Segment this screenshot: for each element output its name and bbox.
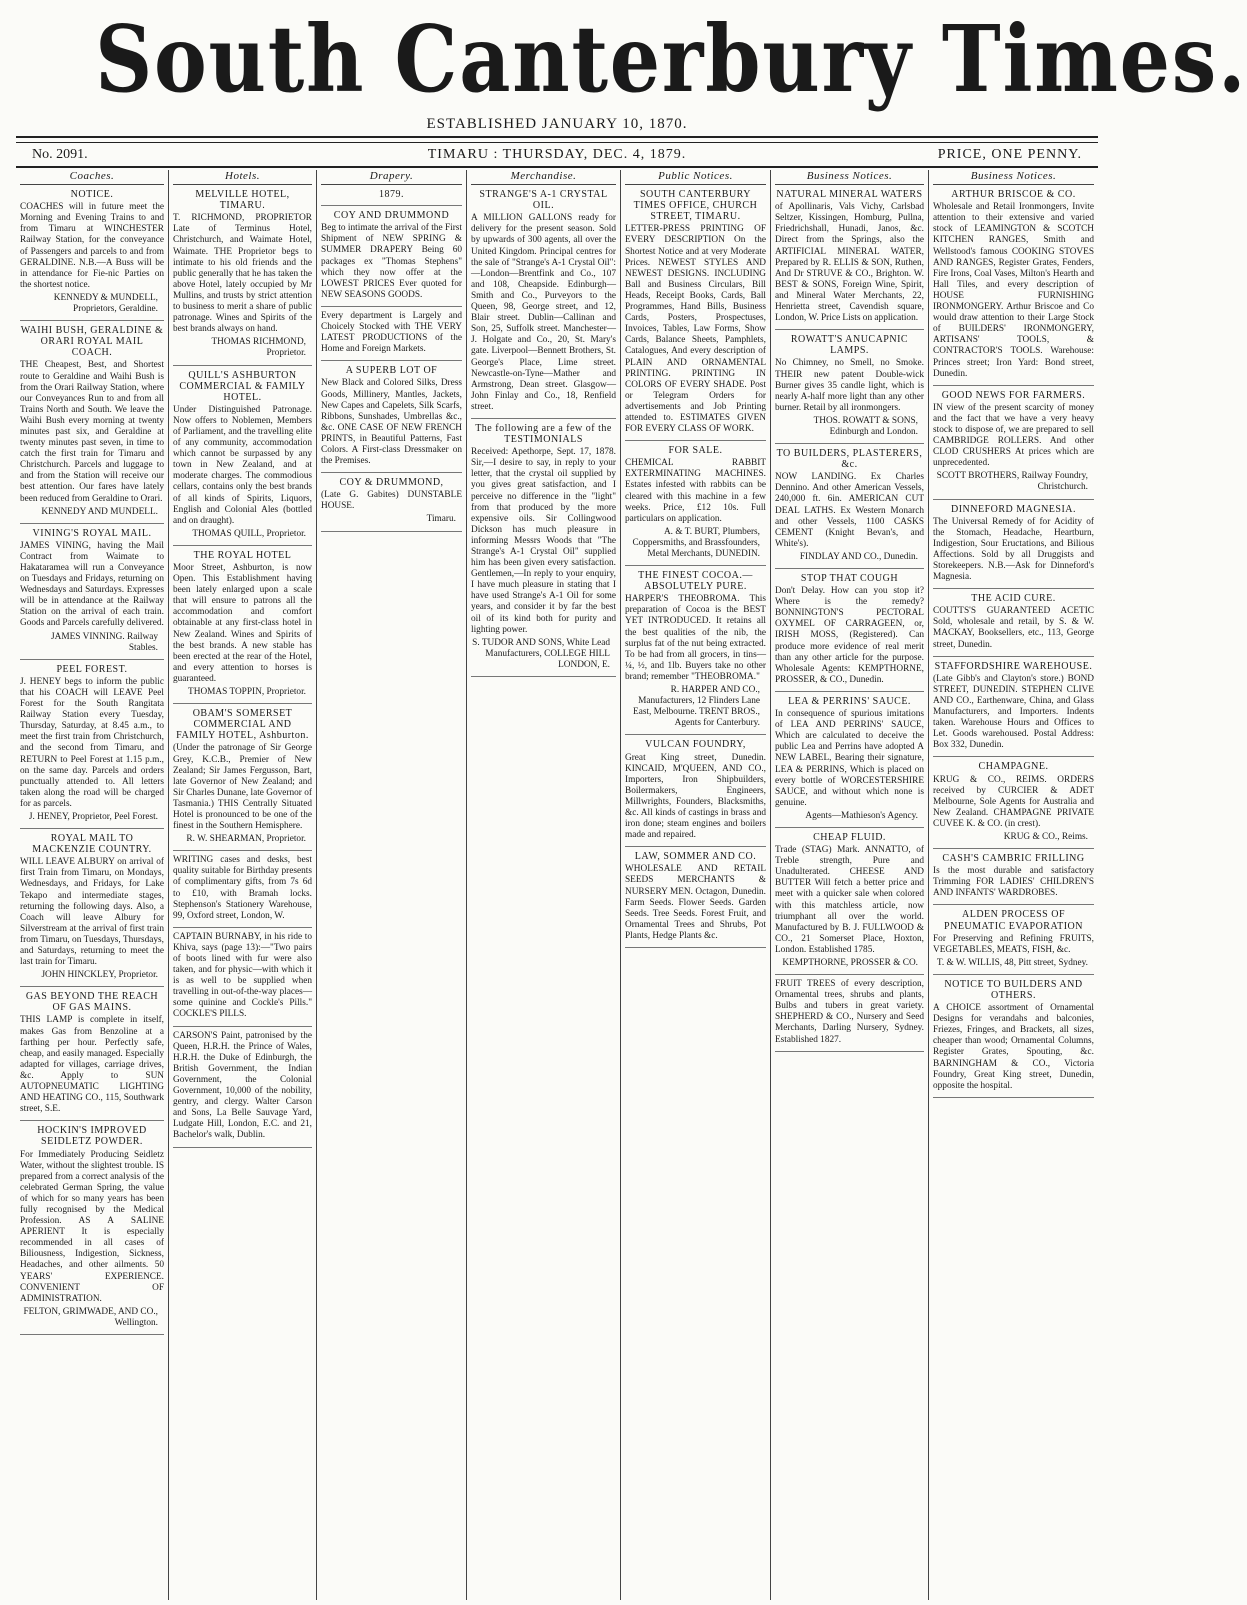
ad-signature: J. HENEY, Proprietor, Peel Forest. <box>28 811 158 822</box>
ad-body: Beg to intimate the arrival of the First Shipment of NEW SPRING & SUMMER DRAPERY Being 60 packages ex "Thomas Stephens" which they now offer at the LOWEST PRICES Ever quoted for NEW SEASONS GOODS. <box>321 223 462 300</box>
ad-signature: S. TUDOR AND SONS, White Lead Manufacturers, COLLEGE HILL LONDON, E. <box>472 637 610 670</box>
ad-heading: CHAMPAGNE. <box>978 761 1049 773</box>
ad-body: NOW LANDING. Ex Charles Dennino. And other American Vessels, 240,000 ft. 6in. AMERICAN CUT DEAL LATHS. Ex Western Monarch and other Vessels, 1100 CASKS CEMENT (Knight Bevan's, and White's). <box>775 472 924 549</box>
ad-signature: JOHN HINCKLEY, Proprietor. <box>41 970 158 981</box>
ad-body: Every department is Largely and Choicely Stocked with THE VERY LATEST PRODUCTIONS of the Home and Foreign Markets. <box>321 310 462 355</box>
advertisement <box>775 189 924 330</box>
ad-body: WRITING cases and desks, best quality suitable for Birthday presents of complimentary gifts, from 7s 6d to £10, with Bramah locks. Stephenson's Stationery Warehouse, 99, Oxford street, London, W. <box>173 855 312 921</box>
ad-signature: KENNEDY & MUNDELL, Proprietors, Geraldine. <box>53 292 158 315</box>
issue-info-bar <box>22 144 1092 164</box>
ad-heading: 1879. <box>379 189 404 201</box>
ad-body: Wholesale and Retail Ironmongers, Invite attention to their extensive and varied stock of LEAMINGTON & SCOTCH KITCHEN RANGES, Smith and Wellstood's famous COOKING STOVES AND RANGES, Register Grates, Fenders, Fire Irons, Coal Vases, Milton's Hearth and Hall Tiles, and every description of HOUSE FURNISHING IRONMONGERY. Arthur Briscoe and Co would draw attention to their Large Stock of BUILDERS' IRONMONGERY, ARTISANS' TOOLS, & CONTRACTOR'S TOOLS. Warehouse: Princes street; Iron Yard: Bond street, Dunedin. <box>933 202 1094 379</box>
column-2 <box>168 170 316 1600</box>
ad-heading: THE ACID CURE. <box>971 593 1056 605</box>
advertisement <box>321 477 462 531</box>
advertisement <box>775 832 924 975</box>
ad-signature: FINDLAY AND CO., Dunedin. <box>799 551 918 562</box>
ad-body: COACHES will in future meet the Morning and Evening Trains to and from Timaru at WINCHESTER Railway Station, for the conveyance of Passengers and parcels to and from GERALDINE. N.B.—A Buss will be in attendance for Fie-nic Parties on the shortest notice. <box>20 202 164 290</box>
ad-heading: LAW, SOMMER AND CO. <box>634 851 757 863</box>
ad-body: HARPER'S THEOBROMA. This preparation of Cocoa is the BEST YET INTRODUCED. It retains all the best qualities of the nib, the surplus fat of the nut being extracted. To be had from all grocers, in tins—¼, ½, and 1lb. Buyers take no other brand; remember "THEOBROMA." <box>625 594 766 682</box>
ad-body: (Late Gibb's and Clayton's store.) BOND STREET, DUNEDIN. STEPHEN CLIVE AND CO., Earthenware, China, and Glass Manufacturers, and Importers. Indents taken. Warehouse Hours and Offices to Let. Goods warehoused. Postal Address: Box 332, Dunedin. <box>933 673 1094 751</box>
ad-signature: Timaru. <box>426 514 456 525</box>
ad-body: Under Distinguished Patronage. Now offers to Noblemen, Members of Parliament, and the travelling elite of any community, accommodation which cannot be surpassed by any town in New Zealand, and at moderate charges. The commodious cellars, contains only the best brands of all kinds of Spirits, Liquors, English and Colonial Ales (bottled and on draught). <box>173 404 312 526</box>
ad-heading: A SUPERB LOT OF <box>345 365 438 377</box>
ad-heading: STAFFORDSHIRE WAREHOUSE. <box>934 660 1093 672</box>
ad-heading: ARTHUR BRISCOE & CO. <box>951 189 1076 201</box>
ad-body: New Black and Colored Silks, Dress Goods, Millinery, Mantles, Jackets, New Capes and Capelets, Silk Scarfs, Ribbons, Sunshades, Umbrellas &c., &c. ONE CASE OF NEW FRENCH PRINTS, in Beautiful Patterns, Fast Colors. A First-class Dressmaker on the Premises. <box>321 378 462 467</box>
advertisement <box>775 573 924 692</box>
advertisement <box>20 189 164 321</box>
ad-heading: CHEAP FLUID. <box>813 831 886 843</box>
ad-heading: OBAM'S SOMERSET COMMERCIAL AND FAMILY HOTEL, Ashburton. <box>176 708 309 742</box>
ad-heading: WAIHI BUSH, GERALDINE & ORARI ROYAL MAIL COACH. <box>20 325 164 359</box>
ad-heading: STRANGE'S A-1 CRYSTAL OIL. <box>479 189 608 212</box>
ad-heading: ROWATT'S ANUCAPNIC LAMPS. <box>790 334 909 357</box>
ad-signature: Agents—Mathieson's Agency. <box>805 810 918 821</box>
ad-body: CAPTAIN BURNABY, in his ride to Khiva, says (page 13):—"Two pairs of boots lined with fur were also taken, and for physic—with which it is as well to be supplied when travelling in out-of-the-way places—some quinine and Cockle's Pills." COCKLE'S PILLS. <box>173 931 312 1020</box>
column-3 <box>316 170 466 1600</box>
advertisement <box>20 664 164 829</box>
advertisement <box>321 189 462 206</box>
ad-body: Great King street, Dunedin. KINCAID, M'QUEEN, AND CO., Importers, Iron Shipbuilders, Boilermakers, Engineers, Millwrights, Founders, Blacksmiths, &c. All kinds of castings in brass and iron done; steam engines and boilers made and repaired. <box>625 752 766 841</box>
ad-heading: CASH'S CAMBRIC FRILLING <box>942 853 1085 865</box>
advertisement <box>173 189 312 365</box>
column-6 <box>770 170 928 1600</box>
ad-signature: THOMAS TOPPIN, Proprietor. <box>188 687 306 698</box>
ad-body: JAMES VINING, having the Mail Contract from Waimate to Hakataramea will run a Conveyance on Tuesdays and Fridays, returning on Wednesdays and Saturdays. Expresses will be in attendance at the Railway Station on the arrival of each train. Goods and Parcels carefully delivered. <box>20 540 164 629</box>
column-7 <box>928 170 1098 1600</box>
column-heading: Public Notices. <box>625 170 766 185</box>
ad-heading: ALDEN PROCESS OF PNEUMATIC EVAPORATION <box>944 909 1083 932</box>
advertisement <box>933 189 1094 386</box>
ad-heading: MELVILLE HOTEL, TIMARU. <box>195 189 290 212</box>
advertisement <box>933 390 1094 500</box>
advertisement <box>933 909 1094 974</box>
issue-price: PRICE, ONE PENNY. <box>937 147 1082 162</box>
ad-signature: KRUG & CO., Reims. <box>1003 831 1088 842</box>
ad-heading: HOCKIN'S IMPROVED SEIDLETZ POWDER. <box>37 1125 147 1148</box>
advertisement <box>173 550 312 704</box>
issue-date: TIMARU : THURSDAY, DEC. 4, 1879. <box>427 147 687 162</box>
ad-heading: SOUTH CANTERBURY TIMES OFFICE, CHURCH STREET, TIMARU. <box>633 189 758 223</box>
ad-body: IN view of the present scarcity of money and the fact that we have a very heavy stock to dispose of, we are prepared to sell CAMBRIDGE ROLLERS. And other CLOD CRUSHERS At prices which are unprecedented. <box>933 402 1094 469</box>
ad-heading: FOR SALE. <box>668 445 723 457</box>
ad-body: In consequence of spurious imitations of LEA AND PERRINS' SAUCE, Which are calculated to deceive the public Lea and Perrins have adopted A NEW LABEL, Bearing their signature, LEA & PERRINS, Which is placed on every bottle of WORCESTERSHIRE SAUCE, and without which none is genuine. <box>775 709 924 808</box>
issue-number: No. 2091. <box>32 147 88 162</box>
advertisement <box>321 210 462 307</box>
ad-signature: JAMES VINNING. Railway Stables. <box>51 631 158 653</box>
advertisement <box>933 761 1094 849</box>
established-line: ESTABLISHED JANUARY 10, 1870. <box>426 116 688 132</box>
ad-heading: ROYAL MAIL TO MACKENZIE COUNTRY. <box>32 833 152 856</box>
ad-signature: THOMAS RICHMOND, Proprietor. <box>211 337 306 359</box>
advertisement <box>173 708 312 851</box>
column-heading: Hotels. <box>173 170 312 185</box>
ad-heading: The following are a few of the TESTIMONIALS <box>475 422 612 446</box>
ad-heading: QUILL'S ASHBURTON COMMERCIAL & FAMILY HOTEL. <box>179 369 306 403</box>
ad-heading: DINNEFORD MAGNESIA. <box>950 503 1077 515</box>
ad-signature: THOS. ROWATT & SONS, Edinburgh and London. <box>813 415 918 437</box>
advertisement <box>625 570 766 735</box>
ad-signature: T. & W. WILLIS, 48, Pitt street, Sydney. <box>936 957 1088 968</box>
ad-body: The Universal Remedy of for Acidity of the Stomach, Headache, Heartburn, Indigestion, Sour Eructations, and Bilious Affections. Sold by all Druggists and Storekeepers. N.B.—Ask for Dinneford's Magnesia. <box>933 516 1094 583</box>
column-1 <box>16 170 168 1600</box>
advertisement <box>321 365 462 473</box>
ad-body: LETTER-PRESS PRINTING OF EVERY DESCRIPTION On the Shortest Notice and at very Moderate Prices. NEWEST STYLES AND NEWEST DESIGNS. INCLUDING Ball and Business Circulars, Bill Heads, Receipt Books, Cards, Ball Programmes, Hand Bills, Business Cards, Posters, Prospectuses, Invoices, Tables, Law Forms, Show Cards, Balance Sheets, Pamphlets, Catalogues, And every description of PLAIN AND ORNAMENTAL PRINTING. PRINTING IN COLORS OF EVERY SHADE. Post or Telegram Orders for advertisements and Job Printing attended to. ESTIMATES GIVEN FOR EVERY CLASS OF WORK. <box>625 224 766 435</box>
ad-body: FRUIT TREES of every description, Ornamental trees, shrubs and plants, Bulbs and tubers in great variety. SHEPHERD & CO., Nursery and Seed Merchants, Darling Nursery, Sydney. Established 1827. <box>775 979 924 1045</box>
ad-body: COUTTS'S GUARANTEED ACETIC Sold, wholesale and retail, by S. & W. MACKAY, Booksellers, etc., 113, George street, Dunedin. <box>933 606 1094 650</box>
ad-body: WILL LEAVE ALBURY on arrival of first Train from Timaru, on Mondays, Wednesdays, and Fridays, for Lake Tekapo and intermediate stages, returning the following days. Also, a Coach will leave Albury for Silverstream at the arrival of first train from Timaru, on Tuesdays, Thursdays, and Saturdays, returning to meet the last train for Timaru. <box>20 857 164 968</box>
ad-heading: TO BUILDERS, PLASTERERS, &c. <box>776 448 923 471</box>
ad-body: T. RICHMOND, PROPRIETOR Late of Terminus Hotel, Christchurch, and Waimate Hotel, Waimate. THE Proprietor begs to intimate to his old friends and the public generally that he has taken the above Hotel, lately occupied by Mr Mullins, and trusts by strict attention to business to merit a share of public patronage. Wines and Spirits of the best brands always on hand. <box>173 213 312 335</box>
ad-body: A CHOICE assortment of Ornamental Designs for verandahs and balconies, Friezes, Fringes, and Brackets, all sizes, cheaper than wood; Ornamental Columns, Register Grates, Spouting, &c. BARNINGHAM & CO., Victoria Foundry, Great King street, Dunedin, opposite the hospital. <box>933 1003 1094 1091</box>
ad-body: KRUG & CO., REIMS. ORDERS received by CURCIER & ADET Melbourne, Sole Agents for Australia and New Zealand. CHAMPAGNE PRIVATE CUVEE K. & CO. (in crest). <box>933 774 1094 829</box>
advertisement <box>625 739 766 847</box>
ad-body: Trade (STAG) Mark. ANNATTO, of Treble strength, Pure and Unadulterated. CHEESE AND BUTTER Will fetch a better price and meet with a quicker sale when colored with this matchless article, now triumphant all over the world. Manufactured by B. J. FULLWOOD & CO., 21 Somerset Place, Hoxton, London. Established 1785. <box>775 845 924 955</box>
ad-heading: PEEL FOREST. <box>56 663 128 675</box>
advertisement <box>625 445 766 566</box>
ad-body: of Apollinaris, Vals Vichy, Carlsbad Seltzer, Kissingen, Homburg, Pullna, Friedrichshall, Hunadi, Janos, &c. Direct from the Springs, also the ARTIFICIAL MINERAL WATER, Prepared by R. ELLIS & SON, Ruthen, And Dr STRUVE & CO., Brighton. W. BEST & SONS, Foreign Wine, Spirit, and Mineral Water Merchants, 22, Henrietta street, Cavendish square, London, W. Price Lists on application. <box>775 202 924 324</box>
advertisement <box>20 833 164 987</box>
ad-heading: GAS BEYOND THE REACH OF GAS MAINS. <box>25 991 159 1014</box>
ad-body: Don't Delay. How can you stop it? Where is the remedy? BONNINGTON'S PECTORAL OXYMEL OF CARRAGEEN, or, IRISH MOSS, (Registered). Can produce more evidence of real merit than any other article for the purpose. Wholesale Agents: KEMPTHORNE, PROSSER, & CO., Dunedin. <box>775 586 924 685</box>
advertisement <box>173 855 312 928</box>
ad-heading: COY AND DRUMMOND <box>333 210 450 222</box>
advertisement <box>471 189 616 419</box>
advertisement <box>173 1031 312 1148</box>
ad-body: (Late G. Gabites) DUNSTABLE HOUSE. <box>321 490 462 512</box>
advertisement <box>933 593 1094 656</box>
advertisement <box>625 189 766 441</box>
ad-body: J. HENEY begs to inform the public that his COACH will LEAVE Peel Forest for the South Rangitata Railway Station every Tuesday, Thursday, Saturday, at 8.45 a.m., to meet the first train from Christchurch, and the second from Timaru, and RETURN to Peel Forest at 1.15 p.m., on the same day. Parcels and orders punctually attended to. All letters taken along the road will be charged for as parcels. <box>20 676 164 809</box>
ad-heading: STOP THAT COUGH <box>800 573 899 584</box>
ad-body: WHOLESALE AND RETAIL SEEDS MERCHANTS & NURSERY MEN. Octagon, Dunedin. Farm Seeds. Flower Seeds. Garden Seeds. Tree Seeds. Forest Fruit, and Ornamental Trees and Shrubs, Pot Plants, Hedge Plants &c. <box>625 864 766 941</box>
advertisement <box>933 853 1094 905</box>
ad-heading: COY & DRUMMOND, <box>339 477 444 489</box>
ad-signature: THOMAS QUILL, Proprietor. <box>192 528 306 539</box>
ad-heading: THE FINEST COCOA.—ABSOLUTELY PURE. <box>638 570 753 593</box>
masthead-rule <box>16 142 1098 143</box>
ad-body: (Under the patronage of Sir George Grey, K.C.B., Premier of New Zealand; Sir James Fergusson, Bart, late Governor of New Zealand; and Sir Charles Dunane, late Governor of Tasmania.) THIS Centrally Situated Hotel is pronounced to be one of the finest in the Southern Hemisphere. <box>173 743 312 832</box>
ad-signature: R. HARPER AND CO., Manufacturers, 12 Flinders Lane East, Melbourne. TRENT BROS., Agents for Canterbury. <box>633 685 760 729</box>
masthead-rule <box>16 166 1098 168</box>
ad-heading: NOTICE. <box>70 189 114 201</box>
masthead-rule <box>16 136 1098 138</box>
ad-heading: LEA & PERRINS' SAUCE. <box>788 695 911 707</box>
column-heading: Merchandise. <box>471 170 616 185</box>
advertisement <box>933 504 1094 590</box>
advertisement <box>20 1125 164 1335</box>
newspaper-title: South Canterbury Times. <box>95 5 1247 113</box>
ad-heading: NATURAL MINERAL WATERS <box>776 189 923 201</box>
ad-body: CHEMICAL RABBIT EXTERMINATING MACHINES. Estates infested with rabbits can be cleared with this machine in a few weeks. Price, £12 10s. Full particulars on application. <box>625 458 766 524</box>
column-heading: Business Notices. <box>933 170 1094 185</box>
ad-body: CARSON'S Paint, patronised by the Queen, H.R.H. the Prince of Wales, H.R.H. the Duke of Edinburgh, the British Government, the Indian Government, the Colonial Government, 10,000 of the nobility, gentry, and clergy. Walter Carson and Sons, La Belle Sauvage Yard, Ludgate Hill, London, E.C. and 21, Bachelor's walk, Dublin. <box>173 1030 312 1141</box>
columns-area <box>16 170 1098 1600</box>
advertisement <box>20 325 164 524</box>
ad-heading: GOOD NEWS FOR FARMERS. <box>941 389 1086 401</box>
ad-body: THIS LAMP is complete in itself, makes Gas from Benzoline at a farthing per hour. Perfectly safe, cheap, and easily managed. Especially adapted for villages, carriage drives, &c. Apply to SUN AUTOPNEUMATIC LIGHTING AND HEATING CO., 115, Southwark street, S.E. <box>20 1015 164 1115</box>
column-heading: Drapery. <box>321 170 462 185</box>
ad-body: For Immediately Producing Seidletz Water, without the slightest trouble. IS prepared from a correct analysis of the celebrated German Spring, the value of which for so many years has been fully recognised by the Medical Profession. AS A SALINE APERIENT It is especially recommended in all cases of Biliousness, Indigestion, Sickness, Headaches, and other ailments. 50 YEARS' EXPERIENCE. CONVENIENT OF ADMINISTRATION. <box>20 1149 164 1304</box>
advertisement <box>775 334 924 444</box>
advertisement <box>625 851 766 948</box>
ad-signature: R. W. SHEARMAN, Proprietor. <box>186 834 306 845</box>
column-heading: Business Notices. <box>775 170 924 185</box>
ad-body: No Chimney, no Smell, no Smoke. THEIR new patent Double-wick Burner gives 35 candle light, which is nearly A-half more light than any other burner. Retail by all ironmongers. <box>775 358 924 413</box>
ad-body: THE Cheapest, Best, and Shortest route to Geraldine and Waihi Bush is from the Orari Railway Station, where our Conveyances Run to and from all Trains North and South. We leave the Waihi Bush every morning at twenty minutes past six, and Geraldine at twenty minutes past seven, in time to catch the first train for Timaru and Christchurch. Parcels and luggage to and from the Station will receive our best attention. Our fares have lately been reduced from Geraldine to Orari. <box>20 360 164 504</box>
advertisement <box>933 979 1094 1098</box>
advertisement <box>471 423 616 677</box>
ad-signature: KENNEDY AND MUNDELL. <box>41 506 158 517</box>
ad-body: For Preserving and Refining FRUITS, VEGETABLES, MEATS, FISH, &c. <box>933 933 1094 955</box>
advertisement <box>775 696 924 828</box>
ad-heading: NOTICE TO BUILDERS AND OTHERS. <box>944 978 1083 1001</box>
advertisement <box>321 311 462 361</box>
advertisement <box>933 661 1094 758</box>
ad-signature: KEMPTHORNE, PROSSER & CO. <box>782 958 918 968</box>
advertisement <box>173 370 312 546</box>
advertisement <box>775 979 924 1052</box>
advertisement <box>20 991 164 1121</box>
column-4 <box>466 170 620 1600</box>
ad-signature: FELTON, GRIMWADE, AND CO., Wellington. <box>23 1306 158 1328</box>
ad-body: A MILLION GALLONS ready for delivery for the present season. Sold by upwards of 300 agents, all over the United Kingdom. Principal centres for the sale of "Strange's A-1 Crystal Oil":—London—Brentfink and Co., 107 and 108, Cheapside. Edinburgh—Smith and Co., Purveyors to the Queen, 98, George street, and 12, Blair street. Dublin—Callinan and Son, 25, Suffolk street. Manchester—J. Holgate and Co., 20, St. Mary's gate. Liverpool—Bennett Brothers, St. George's Place, Lime street. Newcastle-on-Tyne—Mather and Armstrong, Dean street. Glasgow—John Finlay and Co., 18, Renfield street. <box>471 213 616 412</box>
ad-signature: A. & T. BURT, Plumbers, Coppersmiths, and Brassfounders, Metal Merchants, DUNEDIN. <box>632 526 760 559</box>
column-5 <box>620 170 770 1600</box>
ad-signature: SCOTT BROTHERS, Railway Foundry, Christchurch. <box>936 471 1088 493</box>
advertisement <box>20 528 164 660</box>
advertisement <box>775 448 924 569</box>
ad-body: Received: Apethorpe, Sept. 17, 1878. Sir,—I desire to say, in reply to your letter, that the crystal oil supplied by you gives great satisfaction, and I perceive no difference in the "light" from that produced by the more expensive oils. Sir Collingwood Dickson has much pleasure in informing Messrs Woods that "The Strange's A-1 Crystal Oil" supplied him has been given every satisfaction. Gentlemen,—In reply to your enquiry, I have much pleasure in stating that I have used Strange's A-1 Oil for some years, and consider it by far the best oil of its kind both for purity and lighting power. <box>471 447 616 635</box>
ad-heading: THE ROYAL HOTEL <box>193 549 292 561</box>
ad-heading: VULCAN FOUNDRY, <box>645 739 746 751</box>
advertisement <box>173 932 312 1027</box>
masthead <box>0 0 1247 120</box>
ad-body: Is the most durable and satisfactory Trimming FOR LADIES' CHILDREN'S AND INFANTS' WARDROBES. <box>933 866 1094 899</box>
column-heading: Coaches. <box>20 170 164 185</box>
ad-body: Moor Street, Ashburton, is now Open. This Establishment having been lately enlarged upon a scale that will ensure to patrons all the accommodation and comfort obtainable at any first-class hotel in New Zealand. Wines and Spirits of the best brands. A new stable has been erected at the rear of the Hotel, and every attention to horses is guaranteed. <box>173 563 312 684</box>
ad-heading: VINING'S ROYAL MAIL. <box>32 527 152 539</box>
